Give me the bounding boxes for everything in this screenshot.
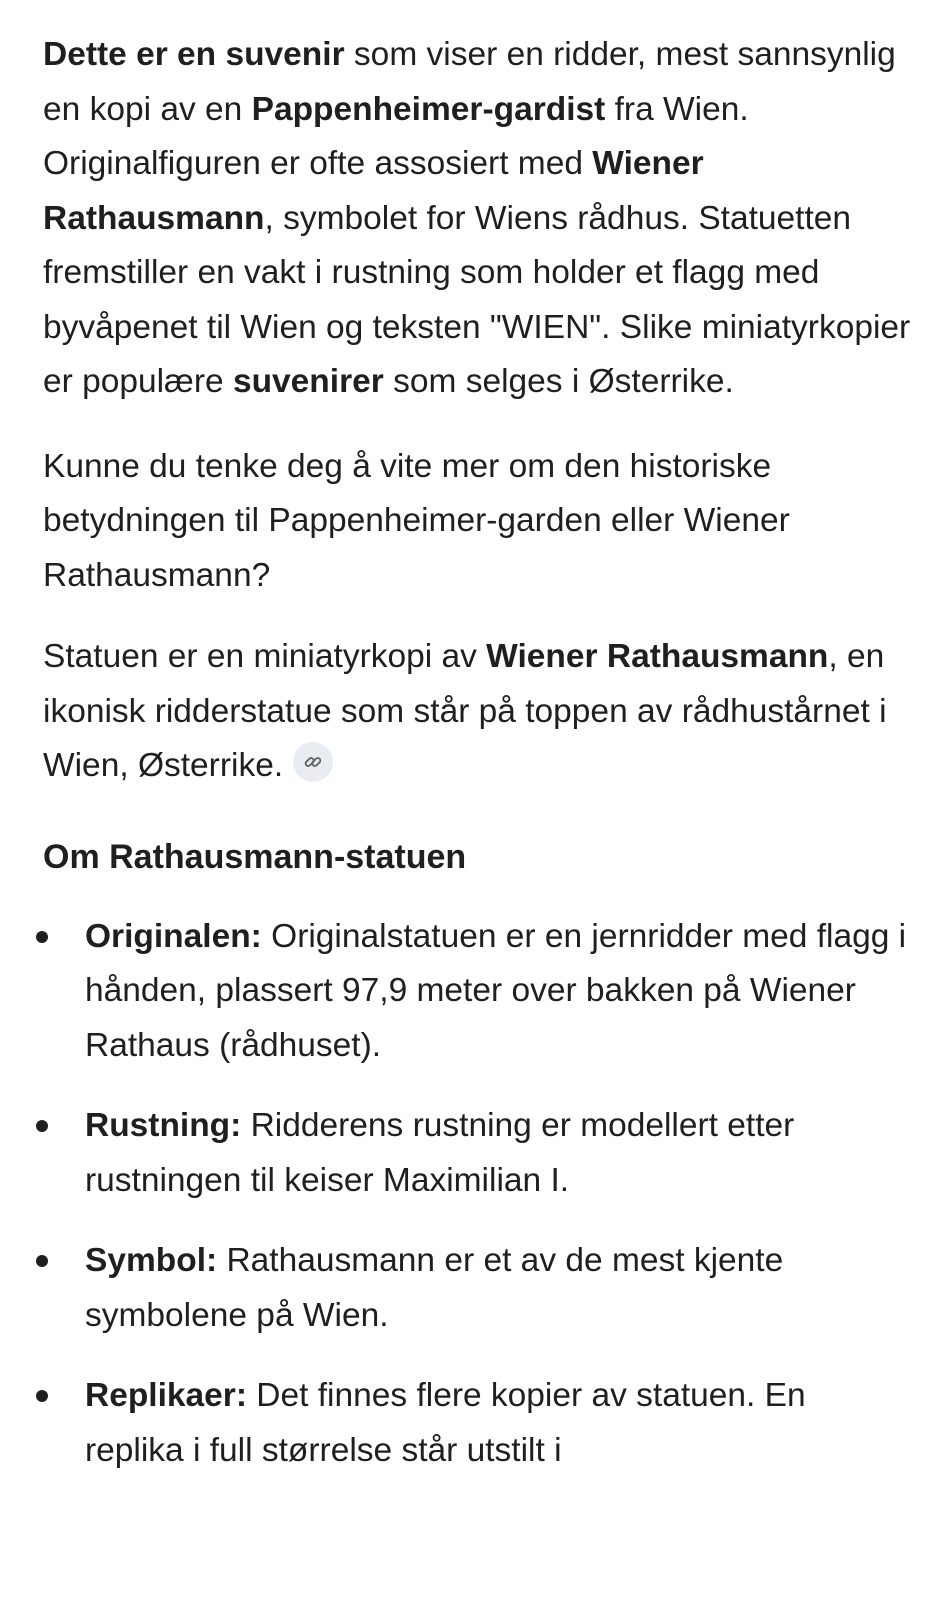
list-item [43, 1234, 913, 1343]
list-item [43, 910, 913, 1074]
bold-phrase: Dette er en suvenir [43, 36, 345, 73]
response-content [43, 28, 913, 1504]
item-text: Originalstatuen er en jernridder med flagg i hånden, plassert 97,9 meter over bakken på Wiener Rathaus (rådhuset). [85, 917, 907, 1064]
bold-phrase: suvenirer [232, 363, 384, 400]
item-text: Ridderens rustning er modellert etter rustningen til keiser Maximilian I. [85, 1107, 795, 1199]
paragraph-souvenir: Dette er en suvenir som viser en ridder, mest sannsynlig en kopi av en Pappenheimer-gardist fra Wien. Originalfiguren er ofte assosiert med Wiener Rathausmann, symbolet for Wiens rådhus. Statuetten fremstiller en vakt i rustning som holder et flagg med byvåpenet til Wien og teksten "WIEN". Slike miniatyrkopier er populære suvenirer som selges i Østerrike. [43, 36, 911, 400]
bold-phrase: Wiener Rathausmann [486, 638, 829, 675]
list-item [43, 1369, 913, 1478]
bold-phrase: Wiener Rathausmann [43, 145, 704, 237]
source-link-button[interactable] [293, 742, 333, 782]
item-label: Rustning: [85, 1107, 242, 1144]
item-text: Det finnes flere kopier av statuen. En replika i full størrelse står utstilt i [85, 1377, 806, 1469]
item-label: Replikaer: [85, 1377, 247, 1414]
section-heading: Om Rathausmann-statuen [43, 837, 467, 876]
info-list [43, 910, 913, 1479]
item-text: Rathausmann er et av de mest kjente symbolene på Wien. [85, 1242, 784, 1334]
bullet-dot [36, 931, 48, 943]
item-label: Symbol: [85, 1242, 218, 1279]
list-item [43, 1099, 913, 1208]
paragraph-followup-question: Kunne du tenke deg å vite mer om den historiske betydningen til Pappenheimer-garden eller Wiener Rathausmann? [43, 447, 790, 594]
bullet-dot [36, 1255, 48, 1267]
link-icon [303, 752, 323, 772]
item-label: Originalen: [85, 917, 262, 955]
bullet-dot [36, 1390, 48, 1402]
paragraph-statue-intro: Statuen er en miniatyrkopi av Wiener Rathausmann, en ikonisk ridderstatue som står på toppen av rådhustårnet i Wien, Østerrike. [43, 638, 887, 784]
bullet-dot [36, 1120, 48, 1132]
bold-phrase: Pappenheimer-gardist [251, 90, 606, 128]
